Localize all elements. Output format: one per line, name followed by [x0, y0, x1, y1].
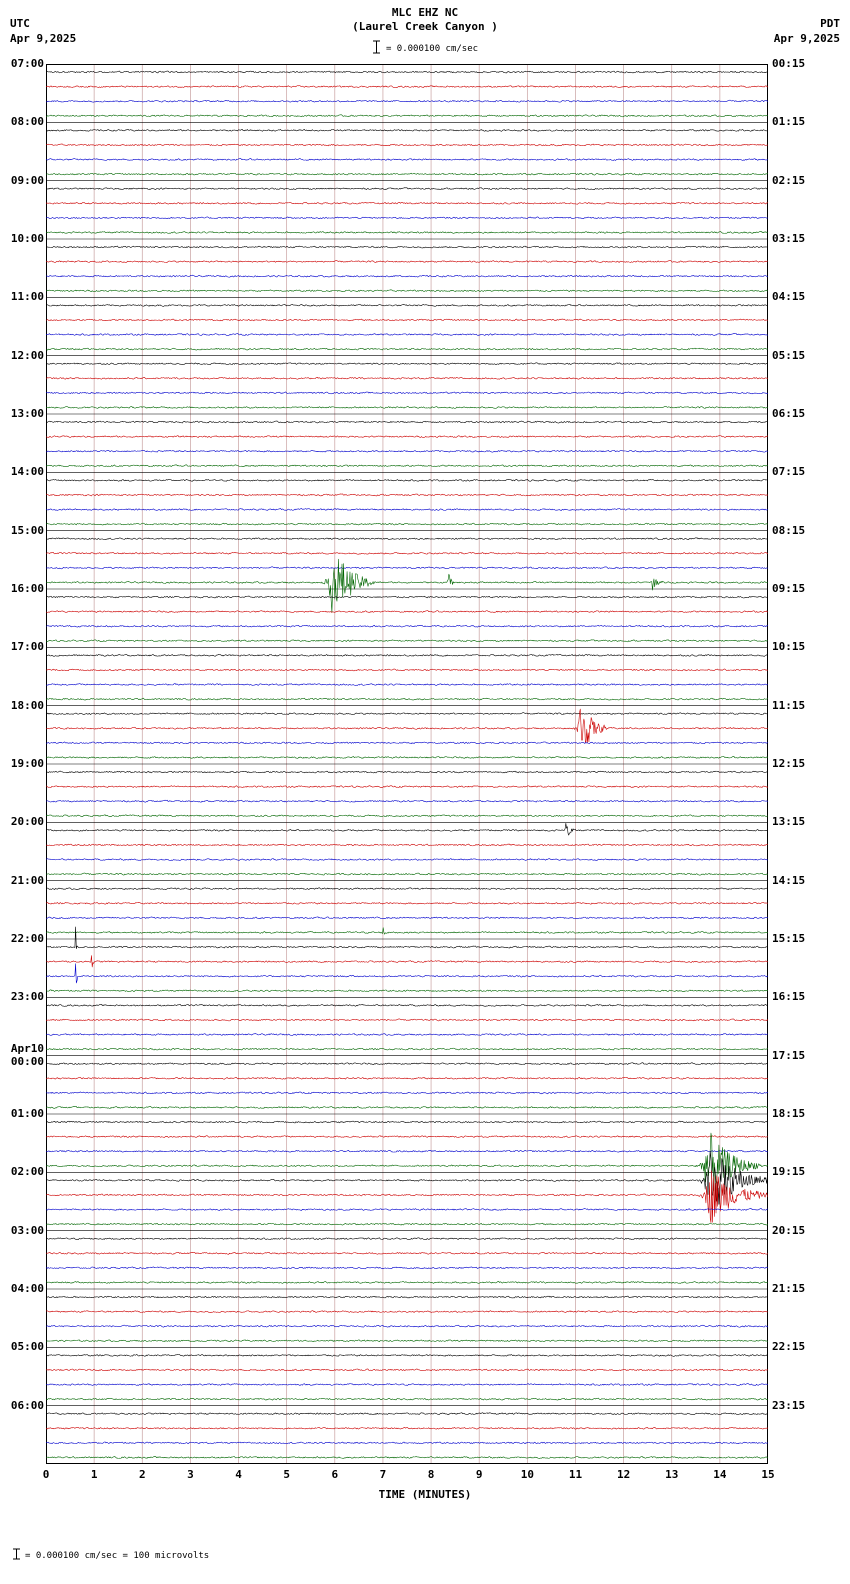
right-time-label: 13:15: [772, 815, 806, 829]
x-tick-11: 11: [568, 1468, 583, 1481]
right-time-label: 04:15: [772, 290, 806, 304]
footer-scale-bar-icon: [12, 1548, 21, 1563]
pdt-label: PDT: [820, 17, 840, 30]
left-time-label: 09:00: [10, 173, 44, 187]
x-tick-6: 6: [331, 1468, 339, 1481]
left-time-label: 16:00: [10, 582, 44, 595]
left-time-label: 07:00: [10, 57, 44, 70]
right-time-label: 17:15: [772, 1048, 806, 1062]
right-time-label: 20:15: [772, 1223, 806, 1237]
left-time-label: 13:00: [10, 407, 44, 420]
right-time-label: 22:15: [772, 1340, 806, 1354]
left-time-label: 15:00: [10, 523, 44, 537]
right-time-label: 07:15: [772, 465, 806, 479]
x-tick-7: 7: [379, 1468, 387, 1481]
right-time-label: 11:15: [772, 698, 806, 712]
left-time-label: 19:00: [10, 757, 44, 770]
right-time-label: 19:15: [772, 1165, 806, 1179]
footer-scale-text: = 0.000100 cm/sec = 100 microvolts: [25, 1551, 210, 1561]
right-time-label: 08:15: [772, 523, 806, 537]
x-tick-13: 13: [665, 1468, 679, 1481]
right-time-label: 21:15: [772, 1282, 806, 1295]
x-tick-14: 14: [713, 1468, 727, 1481]
right-time-label: 10:15: [772, 640, 806, 654]
left-time-label: 05:00: [10, 1340, 44, 1354]
x-tick-9: 9: [475, 1468, 483, 1481]
right-time-label: 00:15: [772, 57, 806, 70]
x-tick-3: 3: [187, 1468, 194, 1481]
left-time-label: 04:00: [10, 1282, 44, 1295]
utc-date: Apr 9,2025: [10, 32, 77, 45]
left-time-label: 14:00: [10, 465, 44, 479]
header-title-block: [0, 6, 850, 34]
left-time-label: 01:00: [10, 1107, 44, 1120]
left-time-label: 08:00: [10, 115, 44, 129]
right-time-label: 05:15: [772, 348, 806, 362]
left-time-label: 23:00: [10, 990, 44, 1004]
x-tick-0: 0: [42, 1468, 50, 1481]
x-tick-2: 2: [138, 1468, 146, 1481]
page-subtitle: (Laurel Creek Canyon ): [352, 20, 498, 33]
x-tick-1: 1: [90, 1468, 98, 1481]
left-time-label: 22:00: [10, 932, 44, 945]
right-time-label: 15:15: [772, 932, 806, 945]
x-tick-4: 4: [235, 1468, 242, 1481]
right-time-label: 12:15: [772, 757, 806, 770]
x-tick-5: 5: [283, 1468, 290, 1481]
x-tick-10: 10: [520, 1468, 534, 1481]
page-title: MLC EHZ NC: [391, 6, 459, 19]
left-time-label: 03:00: [10, 1223, 44, 1237]
seismogram-svg: [46, 64, 768, 1464]
x-tick-8: 8: [427, 1468, 435, 1481]
scale-indicator: [0, 40, 850, 57]
pdt-date: Apr 9,2025: [773, 32, 840, 45]
chart-header: [0, 0, 850, 60]
right-time-label: 03:15: [772, 232, 806, 245]
utc-label: UTC: [10, 17, 30, 30]
left-time-label: 20:00: [10, 815, 44, 829]
scale-bar-icon: [372, 40, 381, 57]
right-time-label: 02:15: [772, 173, 806, 187]
x-axis-title: TIME (MINUTES): [378, 1488, 472, 1501]
right-time-label: 01:15: [772, 115, 806, 129]
left-time-label: 10:00: [10, 232, 44, 245]
seismogram-plot: [46, 64, 768, 1464]
left-time-label: 11:00: [10, 290, 44, 304]
left-time-label: 06:00: [10, 1398, 44, 1412]
x-tick-15: 15: [761, 1468, 775, 1481]
left-time-label: 17:00: [10, 640, 44, 654]
right-time-label: 09:15: [772, 582, 806, 595]
left-time-label: 12:00: [10, 348, 44, 362]
right-time-label: 16:15: [772, 990, 806, 1004]
right-time-label: 23:15: [772, 1398, 806, 1412]
left-time-label: 02:00: [10, 1165, 44, 1179]
left-time-label: Apr10 00:00: [10, 1041, 44, 1068]
x-tick-12: 12: [616, 1468, 631, 1481]
footer-scale: [8, 1548, 209, 1563]
scale-text: = 0.000100 cm/sec: [385, 44, 479, 54]
left-time-label: 21:00: [10, 873, 44, 887]
left-time-label: 18:00: [10, 698, 44, 712]
right-time-label: 14:15: [772, 873, 806, 887]
right-time-label: 06:15: [772, 407, 806, 420]
right-time-label: 18:15: [772, 1107, 806, 1120]
